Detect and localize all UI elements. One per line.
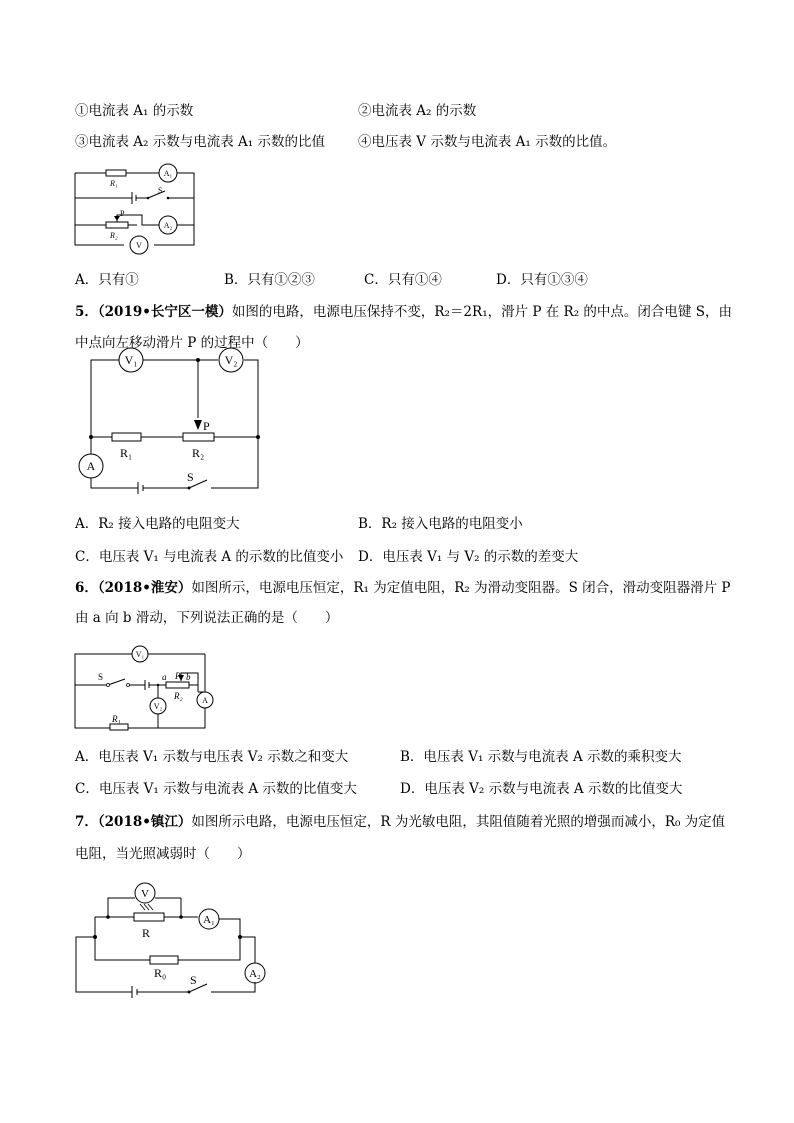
q5-choice-c: C．电压表 V₁ 与电流表 A 的示数的比值变小 <box>75 549 344 565</box>
q7-source: （2018•镇江） <box>97 814 192 830</box>
q7-label-a2: A₂ <box>249 968 261 980</box>
q5-circuit-diagram <box>75 350 270 495</box>
q6-choice-b: B．电压表 V₁ 示数与电流表 A 示数的乘积变大 <box>400 749 682 765</box>
q4-choice-d: D．只有①③④ <box>496 272 588 288</box>
q4-option-1: ①电流表 A₁ 的示数 <box>75 103 194 119</box>
q7-label-v: V <box>141 888 149 900</box>
q6-label-r2: R₂ <box>174 691 183 701</box>
q4-label-a1: A₁ <box>163 169 173 178</box>
q6-circuit-diagram <box>70 640 215 732</box>
q7-label-s: S <box>190 973 197 987</box>
q4-circuit-diagram <box>70 165 200 255</box>
q6-stem-line1 <box>75 579 731 597</box>
q4-label-s: S <box>158 186 163 195</box>
q6-choice-c: C．电压表 V₁ 示数与电流表 A 示数的比值变大 <box>75 781 357 797</box>
q7-stem-text: 如图所示电路，电源电压恒定，R 为光敏电阻，其阻值随着光照的增强而减小，R₀ 为定值 <box>191 814 726 830</box>
q5-choice-b: B．R₂ 接入电路的电阻变小 <box>358 516 523 532</box>
q7-circuit-diagram <box>70 880 270 1005</box>
q6-stem-text: 如图所示，电源电压恒定，R₁ 为定值电阻，R₂ 为滑动变阻器。S 闭合，滑动变阻器滑片 P <box>191 580 731 596</box>
q4-label-r2: R₂ <box>110 231 118 240</box>
q5-stem-line2: 中点向左移动滑片 P 的过程中（ ） <box>75 335 309 351</box>
q5-choice-a: A．R₂ 接入电路的电阻变大 <box>75 516 240 532</box>
q5-label-r1: R₁ <box>120 446 133 460</box>
q6-label-v1: V₁ <box>135 650 145 659</box>
q4-label-a2: A₂ <box>163 221 173 230</box>
q6-label-am: A <box>202 696 208 705</box>
q7-label-a1: A₁ <box>203 914 215 926</box>
q5-label-p: P <box>203 419 210 433</box>
q6-label-r1: R₁ <box>112 714 121 724</box>
q4-label-v: V <box>136 241 142 250</box>
q7-stem-line1 <box>75 813 725 831</box>
q6-source: （2018•淮安） <box>97 580 192 596</box>
q7-stem-line2: 电阻，当光照减弱时（ ） <box>75 846 251 862</box>
q5-label-s: S <box>187 470 194 484</box>
q4-option-4: ④电压表 V 示数与电流表 A₁ 示数的比值。 <box>358 134 617 150</box>
q6-choice-a: A．电压表 V₁ 示数与电压表 V₂ 示数之和变大 <box>75 749 349 765</box>
q5-stem-text: 如图的电路，电源电压保持不变，R₂＝2R₁，滑片 P 在 R₂ 的中点。闭合电键 S，由 <box>231 304 732 320</box>
q5-stem-line1 <box>75 303 732 321</box>
q6-choice-d: D．电压表 V₂ 示数与电流表 A 示数的比值变大 <box>400 781 683 797</box>
q6-label-b: b <box>186 672 191 682</box>
q6-stem-line2: 由 a 向 b 滑动，下列说法正确的是（ ） <box>75 610 339 626</box>
q7-label-r: R <box>142 926 151 940</box>
q7-label-r0: R₀ <box>154 966 167 980</box>
q5-choice-d: D．电压表 V₁ 与 V₂ 的示数的差变大 <box>358 549 579 565</box>
q5-number: 5． <box>75 304 98 320</box>
q4-option-3: ③电流表 A₂ 示数与电流表 A₁ 示数的比值 <box>75 134 325 150</box>
q4-choice-c: C．只有①④ <box>364 272 442 288</box>
q6-label-v2: V₂ <box>153 702 163 711</box>
q6-label-p: P <box>175 671 181 681</box>
q5-source: （2019•长宁区一模） <box>97 304 232 320</box>
q5-label-v2: V₂ <box>224 353 238 367</box>
q6-number: 6． <box>75 580 98 596</box>
q5-label-v1: V₁ <box>124 353 138 367</box>
q4-option-2: ②电流表 A₂ 的示数 <box>358 103 477 119</box>
q7-number: 7． <box>75 814 98 830</box>
q4-label-r1: R₁ <box>110 179 118 188</box>
q4-label-p: P <box>120 209 125 218</box>
q5-label-a: A <box>86 459 96 473</box>
q6-label-a: a <box>162 672 167 682</box>
q4-choice-a: A．只有① <box>75 272 139 288</box>
q5-label-r2: R₂ <box>192 446 205 460</box>
q6-label-s: S <box>98 672 104 682</box>
q4-choice-b: B．只有①②③ <box>224 272 315 288</box>
